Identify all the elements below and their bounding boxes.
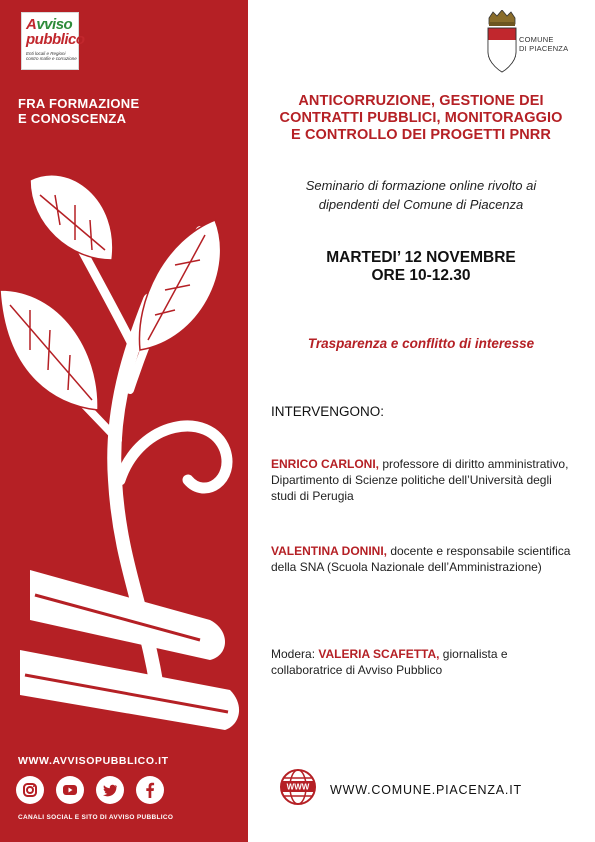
channels-caption: CANALI SOCIAL E SITO DI AVVISO PUBBLICO (18, 814, 174, 821)
comune-website-link[interactable]: WWW.COMUNE.PIACENZA.IT (330, 783, 522, 797)
speaker-name: VALENTINA DONINI, (271, 544, 387, 558)
moderator-name: VALERIA SCAFETTA, (318, 647, 440, 661)
logo-text-pubblico: pubblico (26, 31, 85, 48)
avviso-pubblico-logo[interactable] (21, 12, 85, 70)
event-topic: Trasparenza e conflitto di interesse (307, 336, 535, 351)
event-title-line2: CONTRATTI PUBBLICI, MONITORAGGIO (279, 110, 563, 126)
speaker-description: docente e responsabile scientifica della SNA (Scuola Nazionale dell’Amministrazione) (271, 544, 571, 574)
left-title (18, 96, 139, 126)
youtube-icon[interactable] (56, 776, 84, 804)
moderator-label: Modera: (271, 647, 319, 661)
event-title (262, 93, 580, 144)
twitter-icon[interactable] (96, 776, 124, 804)
speaker-entry (271, 543, 571, 575)
comune-name (519, 35, 568, 53)
facebook-icon[interactable] (136, 776, 164, 804)
seminar-line1: Seminario di formazione online rivolto ai (305, 178, 537, 193)
left-title-line2: E CONOSCENZA (18, 111, 127, 126)
globe-www-icon[interactable] (279, 768, 317, 806)
left-panel (0, 0, 248, 842)
seminar-line2: dipendenti del Comune di Piacenza (318, 197, 524, 212)
left-title-line1: FRA FORMAZIONE (18, 96, 140, 111)
instagram-icon[interactable] (16, 776, 44, 804)
speaker-entry (271, 456, 571, 504)
social-icons-row (16, 776, 164, 804)
event-title-line3: E CONTROLLO DEI PROGETTI PNRR (291, 127, 551, 143)
event-time-line: ORE 10-12.30 (371, 267, 471, 284)
avviso-website-link[interactable]: WWW.AVVISOPUBBLICO.IT (18, 755, 169, 767)
logo-text-vviso: vviso (36, 16, 73, 33)
comune-name-line2: DI PIACENZA (519, 44, 569, 53)
event-date-line1: MARTEDI’ 12 NOVEMBRE (326, 249, 516, 266)
moderator-description: giornalista e collaboratrice di Avviso Pubblico (271, 647, 508, 677)
plant-books-illustration (0, 150, 248, 750)
speakers-heading: INTERVENGONO: (271, 404, 385, 419)
www-badge-text: WWW (286, 782, 310, 792)
event-date (262, 249, 580, 285)
event-title-line1: ANTICORRUZIONE, GESTIONE DEI (298, 93, 544, 109)
speaker-description: professore di diritto amministrativo, Dipartimento di Scienze politiche dell’Università degli studi di Perugia (271, 457, 569, 503)
comune-name-line1: COMUNE (519, 35, 554, 44)
logo-text-a: A (26, 16, 37, 33)
seminar-description (262, 176, 580, 214)
comune-piacenza-crest (485, 10, 519, 74)
logo-tagline: Enti locali e Regioni contro mafie e corruzione (26, 51, 77, 61)
moderator-entry (271, 646, 571, 678)
speaker-name: ENRICO CARLONI, (271, 457, 379, 471)
